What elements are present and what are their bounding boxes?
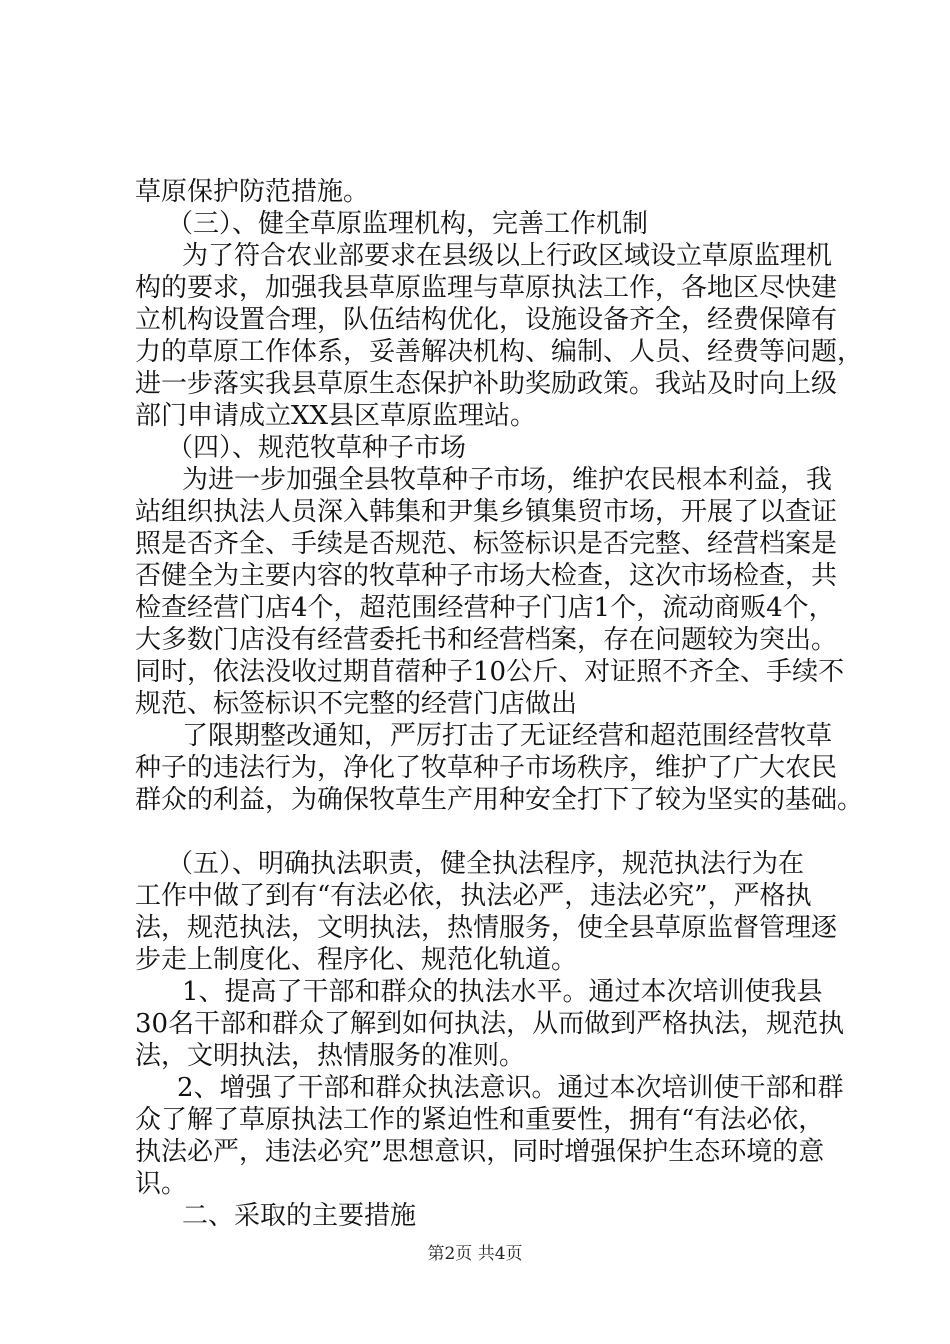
- body-line: 草原保护防范措施。: [135, 177, 370, 207]
- body-line: 站组织执法人员深入韩集和尹集乡镇集贸市场，开展了以查证: [135, 497, 838, 527]
- body-line: 工作中做了到有“有法必依，执法必严，违法必究”，严格执: [135, 881, 812, 911]
- body-line: 部门申请成立XX县区草原监理站。: [135, 401, 537, 431]
- section-heading: （三）、健全草原监理机构，完善工作机制: [167, 209, 649, 239]
- body-line: 为了符合农业部要求在县级以上行政区域设立草原监理机: [182, 241, 833, 271]
- body-line: 为进一步加强全县牧草种子市场，维护农民根本利益，我: [182, 465, 833, 495]
- body-line: 检查经营门店4个，超范围经营种子门店1个，流动商贩4个，: [135, 593, 835, 623]
- body-line: 进一步落实我县草原生态保护补助奖励政策。我站及时向上级: [135, 369, 838, 399]
- body-line: 种子的违法行为，净化了牧草种子市场秩序，维护了广大农民: [135, 753, 838, 783]
- body-line: 识。: [135, 1169, 188, 1199]
- body-line: 立机构设置合理，队伍结构优化，设施设备齐全，经费保障有: [135, 305, 838, 335]
- body-line: 1、提高了干部和群众的执法水平。通过本次培训使我县: [182, 977, 823, 1007]
- body-line: 步走上制度化、程序化、规范化轨道。: [135, 945, 578, 975]
- body-line: 2、增强了干部和群众执法意识。通过本次培训使干部和群: [177, 1073, 844, 1103]
- section-heading: （五）、明确执法职责，健全执法程序，规范执法行为在: [167, 849, 805, 879]
- body-line: 群众的利益，为确保牧草生产用种安全打下了较为坚实的基础。: [135, 785, 864, 815]
- body-line: 法，规范执法，文明执法，热情服务，使全县草原监督管理逐: [135, 913, 838, 943]
- body-line: 否健全为主要内容的牧草种子市场大检查，这次市场检查，共: [135, 561, 838, 591]
- body-line: 构的要求，加强我县草原监理与草原执法工作，各地区尽快建: [135, 273, 838, 303]
- body-line: 力的草原工作体系，妥善解决机构、编制、人员、经费等问题，: [135, 337, 864, 367]
- body-line: 30名干部和群众了解到如何执法，从而做到严格执法，规范执: [135, 1009, 845, 1039]
- page-footer: 第2页 共4页: [427, 1244, 523, 1264]
- body-line: 众了解了草原执法工作的紧迫性和重要性，拥有“有法必依，: [135, 1105, 825, 1135]
- body-line: 执法必严，违法必究”思想意识，同时增强保护生态环境的意: [135, 1137, 825, 1167]
- body-line: 大多数门店没有经营委托书和经营档案，存在问题较为突出。: [135, 625, 838, 655]
- section-heading: 二、采取的主要措施: [182, 1201, 417, 1231]
- body-line: 法，文明执法，热情服务的准则。: [135, 1041, 526, 1071]
- body-line: 同时，依法没收过期苜蓿种子10公斤、对证照不齐全、手续不: [135, 657, 845, 687]
- body-line: 了限期整改通知，严厉打击了无证经营和超范围经营牧草: [182, 721, 833, 751]
- body-line: 规范、标签标识不完整的经营门店做出: [135, 689, 578, 719]
- section-heading: （四）、规范牧草种子市场: [167, 433, 467, 463]
- body-line: 照是否齐全、手续是否规范、标签标识是否完整、经营档案是: [135, 529, 838, 559]
